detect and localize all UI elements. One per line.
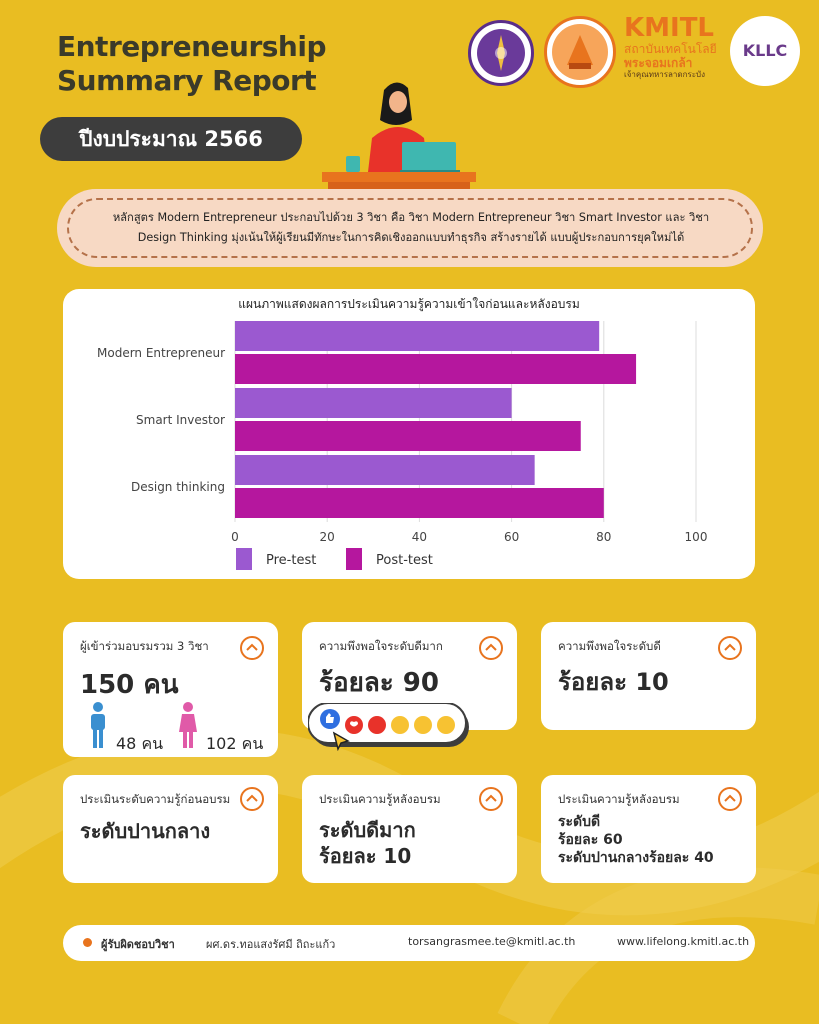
pre-level-card bbox=[63, 775, 278, 883]
chart-title: แผนภาพแสดงผลการประเมินความรู้ความเข้าใจก่อนและหลังอบรม bbox=[238, 297, 580, 311]
bar-post-test-0 bbox=[235, 354, 636, 384]
chevron-up-icon[interactable] bbox=[479, 636, 503, 660]
male-count: 48 คน bbox=[116, 734, 164, 753]
kmitl-name: KMITL bbox=[624, 13, 714, 43]
post-level-detail-card bbox=[541, 775, 756, 883]
post-level-detail-label: ประเมินความรู้หลังอบรม bbox=[558, 792, 680, 806]
woman-at-desk-illustration bbox=[322, 76, 476, 200]
very-satisfied-value: ร้อยละ 90 bbox=[319, 668, 439, 698]
chevron-up-icon[interactable] bbox=[718, 636, 742, 660]
chevron-up-icon[interactable] bbox=[240, 636, 264, 660]
legend-label: Post-test bbox=[376, 553, 433, 568]
participants-total: 150 คน bbox=[80, 670, 179, 700]
chevron-up-icon[interactable] bbox=[479, 787, 503, 811]
post-level-card bbox=[302, 775, 517, 883]
post-level-line1: ระดับดีมาก bbox=[319, 818, 416, 842]
logo-bar bbox=[466, 14, 806, 94]
male-icon bbox=[89, 702, 107, 748]
instructor-name: ผศ.ดร.ทอแสงรัศมี ถิถะแก้ว bbox=[206, 938, 336, 951]
title-line-1: Entrepreneurship bbox=[57, 30, 326, 63]
post-level-detail-value bbox=[558, 813, 714, 867]
post-level-value bbox=[319, 817, 416, 869]
participants-label: ผู้เข้าร่วมอบรมรวม 3 วิชา bbox=[80, 639, 209, 653]
bar-pre-test-0 bbox=[235, 321, 599, 351]
x-tick-label: 60 bbox=[503, 530, 520, 544]
post-level-label: ประเมินความรู้หลังอบรม bbox=[319, 792, 441, 806]
satisfied-label: ความพึงพอใจระดับดี bbox=[558, 639, 661, 653]
responsible-label: ผู้รับผิดชอบวิชา bbox=[101, 938, 175, 951]
bar-pre-test-1 bbox=[235, 388, 512, 418]
post-level-line2: ร้อยละ 10 bbox=[319, 844, 412, 868]
reaction-emoji-bar bbox=[308, 703, 472, 751]
legend-swatch-1 bbox=[346, 548, 362, 570]
chevron-up-icon[interactable] bbox=[718, 787, 742, 811]
course-intro-text: หลักสูตร Modern Entrepreneur ประกอบไปด้วย 3 วิชา คือ วิชา Modern Entrepreneur วิชา Smart Investor และ วิชา Design Thinking มุ่งเน้นให้ผู้เรียนมีทักษะในการคิดเชิงออกแบบทำธุรกิจ สร้างรายได้ แบบผู้ประกอบการยุคใหม่ได้ bbox=[112, 211, 710, 244]
kmitl-wordmark bbox=[624, 14, 724, 80]
legend-label: Pre-test bbox=[266, 553, 317, 568]
female-icon bbox=[178, 702, 198, 748]
pre-level-label: ประเมินระดับความรู้ก่อนอบรม bbox=[80, 792, 231, 806]
kmitl-thai-line1: สถาบันเทคโนโลยี bbox=[624, 42, 717, 56]
post-level-detail-line1: ระดับดี bbox=[558, 814, 601, 830]
satisfied-card bbox=[541, 622, 756, 730]
post-level-detail-line3: ระดับปานกลางร้อยละ 40 bbox=[558, 850, 714, 866]
female-count: 102 คน bbox=[206, 734, 264, 753]
page-title bbox=[57, 30, 326, 98]
y-category-label: Design thinking bbox=[130, 480, 225, 494]
very-satisfied-label: ความพึงพอใจระดับดีมาก bbox=[319, 639, 443, 653]
pre-level-value: ระดับปานกลาง bbox=[80, 819, 211, 843]
x-tick-label: 20 bbox=[319, 530, 335, 544]
contact-email[interactable]: torsangrasmee.te@kmitl.ac.th bbox=[408, 935, 576, 948]
x-tick-label: 40 bbox=[411, 530, 428, 544]
footer-bar bbox=[63, 925, 755, 961]
kmitl-thai-line2: พระจอมเกล้า bbox=[624, 56, 693, 70]
kllc-logo bbox=[730, 16, 800, 86]
bar-post-test-2 bbox=[235, 488, 604, 518]
kmitl-thai-line3: เจ้าคุณทหารลาดกระบัง bbox=[624, 70, 706, 79]
title-line-2: Summary Report bbox=[57, 64, 317, 97]
kmitl-seal-logo bbox=[544, 16, 616, 88]
x-tick-label: 80 bbox=[596, 530, 612, 544]
bullet-dot-icon bbox=[83, 938, 92, 947]
chevron-up-icon[interactable] bbox=[240, 787, 264, 811]
pre-post-bar-chart bbox=[63, 289, 755, 579]
x-tick-label: 0 bbox=[231, 530, 239, 544]
bar-post-test-1 bbox=[235, 421, 581, 451]
website-link[interactable]: www.lifelong.kmitl.ac.th bbox=[617, 935, 750, 948]
kllc-text: KLLC bbox=[742, 41, 788, 60]
legend-swatch-0 bbox=[236, 548, 252, 570]
participants-card bbox=[63, 622, 278, 757]
bar-pre-test-2 bbox=[235, 455, 535, 485]
chart-card bbox=[63, 289, 755, 579]
university-seal-logo bbox=[468, 20, 534, 86]
x-tick-label: 100 bbox=[684, 530, 708, 544]
y-category-label: Modern Entrepreneur bbox=[97, 346, 225, 360]
course-intro-banner bbox=[57, 189, 763, 267]
satisfied-value: ร้อยละ 10 bbox=[558, 668, 669, 696]
post-level-detail-line2: ร้อยละ 60 bbox=[558, 832, 623, 848]
y-category-label: Smart Investor bbox=[136, 413, 225, 427]
fiscal-year-pill: ปีงบประมาณ 2566 bbox=[40, 117, 302, 161]
